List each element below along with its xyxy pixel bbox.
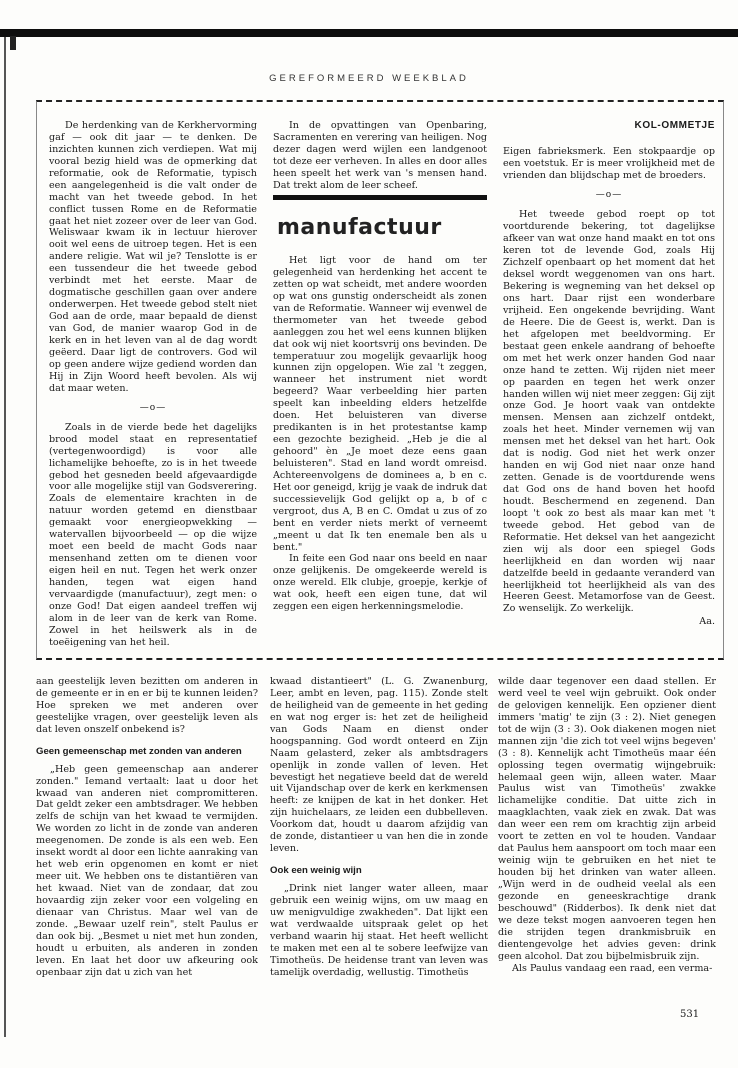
section-heading: Geen gemeenschap met zonden van anderen bbox=[36, 745, 242, 757]
article-title: manufactuur bbox=[277, 214, 442, 240]
signature: Aa. bbox=[699, 616, 715, 628]
section-separator: —o— bbox=[595, 190, 623, 201]
paragraph: De herdenking van de Kerkhervorming gaf — ook dit jaar — te denken. De inzichten kunnen zich verdiepen. Wat mij vooral bezig hield was de opmerking dat reformatie, ook de Reformatie, typisch een aangelegenheid is die valt onder de macht van het tweede gebod. In het conflict tussen Rome en de Reformatie gaat het niet zozeer over de leer van God. Weliswaar kwam ik in lectuur hierover ooit wel eens de uitroep tegen. Het is een andere religie. Wat wil je? Tenslotte is er een tussendeur die het tweede gebod verbindt met het eerste. Maar de dogmatische geschillen gaan over andere onderwerpen. Het tweede gebod stelt niet God aan de orde, maar bepaald de dienst van God, de manier waarop God in de kerk en in het leven van al de dag wordt geëerd. Daar ligt de controvers. God wil op geen andere wijze gediend worden dan Hij in Zijn Woord heeft bevolen. Als wij dat maar weten. bbox=[49, 120, 257, 394]
paragraph: Zoals in de vierde bede het dagelijks brood model staat en representatief (vertegenwoordigd) is voor alle lichamelijke behoefte, zo is in het tweede gebod het gesneden beeld afgevaardigde voor alle mogelijke stijl van Godsverering. Zoals de elementaire krachten in de natuur worden getemd en dienstbaar gemaakt voor energieopwekking — watervallen bijvoorbeeld — op die wijze moet een beeld de macht Gods naar mensenhand zetten om te dienen voor eigen heil en nut. Tegen het werk onzer handen, tegen wat eigen hand vervaardigde (manufactuur), zegt men: o onze God! Dat eigen aandeel treffen wij alom in de leer van de kerk van Rome. Zowel in het heilswerk als in de toeëigening van het heil. bbox=[49, 421, 257, 648]
box-column-2 bbox=[273, 120, 487, 650]
box-column-3 bbox=[503, 120, 715, 650]
paragraph: Als Paulus vandaag een raad, een verma- bbox=[512, 962, 713, 974]
page-number: 531 bbox=[680, 1009, 700, 1020]
paragraph: „Drink niet langer water alleen, maar gebruik een weinig wijns, om uw maag en uw menigvuldige zwakheden". Dat lijkt een wat verdwaalde uitspraak gelet op het verband waarin hij staat. Het heeft wellicht te maken met een al te sobere leefwijze van Timotheüs. De heidense trant van leven was tamelijk overdadig, wellustig. Timotheüs bbox=[270, 883, 488, 978]
paragraph: aan geestelijk leven bezitten om anderen in de gemeente er in en er bij te kunnen leiden? Hoe spreken we met anderen over geestelijke vragen, over geestelijk leven als dat leven onszelf onbekend is? bbox=[36, 676, 258, 735]
paragraph: Het tweede gebod roept op tot voortdurende bekering, tot dagelijkse afkeer van wat onze hand maakt en tot ons keren tot de levende God, zoals Hij Zichzelf openbaart op het moment dat het deksel wordt weggenomen van ons hart. Bekering is wegneming van het deksel op ons hart. Daar rijst een wonderbare vrijheid. Een ongekende bevrijding. Want de Heere. Die de Geest is, werkt. Dan is het afgelopen met beeldvorming. Er bestaat geen enkele aandrang of behoefte om met het werk onzer handen God naar onze hand te zetten. Wij rijden niet meer op paarden en tegen het werk onzer handen willen wij niet meer zeggen: Gij zijt onze God. Je hoort vaak van ontdekte mensen. Mensen aan zichzelf ontdekt, zoals het heet. Minder vernemen wij van mensen met het deksel van het hart. Ook dat is nodig. God niet het werk onzer handen en wij God niet naar onze hand zetten. Genade is de voortdurende wens dat God ons de hand boven het hoofd houdt. Beschermend en zegenend. Dan loopt 't ook zo best als maar kan met 't tweede gebod. Het gebod van de Reformatie. Het deksel van het aangezicht zien wij als door een spiegel Gods heerlijkheid en dan worden wij naar datzelfde beeld in gedaante veranderd van heerlijkheid tot heerlijkheid als van des Heeren Geest. Metamorfose van de Geest. Zo wenselijk. Zo werkelijk. bbox=[503, 209, 715, 615]
paragraph: „Heb geen gemeenschap aan anderer zonden." Iemand vertaalt: laat u door het kwaad van anderen niet compromitteren. Dat geldt zeker een ambtsdrager. We hebben zelfs de schijn van het kwaad te vermijden. We worden zo licht in de zonde van anderen meegenomen. De zonde is als een web. Een insekt wordt al door een lichte aanraking van het web erin opgenomen en komt er niet meer uit. We hebben ons te distantiëren van het kwaad. Niet van de zondaar, dat zou hovaardig zijn zeker voor een volgeling en dienaar van Christus. Maar wel van de zonde. „Bewaar uzelf rein", stelt Paulus er dan ook bij. „Besmet u niet met hun zonden, houdt u erbuiten, als anderen in zonden leven. En laat het door uw afkeuring ook openbaar zijn dat u zich van het bbox=[36, 763, 258, 978]
bottom-column-3 bbox=[498, 676, 716, 1006]
paragraph: In feite een God naar ons beeld en naar onze gelijkenis. De omgekeerde wereld is onze wereld. Elk clubje, groepje, kerkje of wat ook, heeft een eigen tune, dat wil zeggen een eigen herkenningsmelodie. bbox=[273, 553, 487, 613]
masthead: GEREFORMEERD WEEKBLAD bbox=[269, 73, 469, 84]
column-title: KOL-OMMETJE bbox=[634, 120, 715, 131]
kol-ommetje-box bbox=[36, 100, 724, 660]
title-rule bbox=[273, 195, 487, 200]
paragraph: In de opvattingen van Openbaring, Sacramenten en verering van heiligen. Nog dezer dagen werd wijlen een landgenoot tot deze eer verheven. In alles en door alles heen speelt het werk van 's mensen hand. Dat trekt alom de leer scheef. bbox=[273, 120, 487, 191]
binding-edge-rule bbox=[4, 37, 6, 1037]
paragraph: Het ligt voor de hand om ter gelegenheid van herdenking het accent te zetten op wat scheidt, met andere woorden op wat ons gunstig onderscheidt als zonen van de Reformatie. Wanneer wij evenwel de thermometer van het tweede gebod aanleggen zou het wel eens kunnen blijken dat ook wij niet koortsvrij ons bevinden. De temperatuur zou mogelijk gevaarlijk hoog kunnen zijn opgelopen. Wie zal 't zeggen, wanneer het instrument niet wordt begeerd? Waar verbeelding hier parten speelt kan inbeelding elders hetzelfde doen. Het beluisteren van diverse predikanten is in het protestantse kamp een gezochte bezigheid. „Heb je die al gehoord" èn „Je moet deze eens gaan beluisteren". Stad en land wordt omreisd. Achtereenvolgens de dominees a, b en c. Het oor geneigd, krijg je vaak de indruk dat successievelijk God gelijkt op a, b of c vergroot, dus A, B en C. Omdat u zus of zo bent en verder niets merkt of verneemt „meent u dat Ik ten enemale ben als u bent." bbox=[273, 255, 487, 553]
paragraph: Eigen fabrieksmerk. Een stokpaardje op een voetstuk. Er is meer vrolijkheid met de vrienden dan blijdschap met de broeders. bbox=[503, 146, 715, 182]
top-bar-notch bbox=[10, 36, 16, 50]
paragraph: wilde daar tegenover een daad stellen. Er werd veel te veel wijn gebruikt. Ook onder de gelovigen kennelijk. Een opziener dient immers 'matig' te zijn (3 : 2). Niet genegen tot de wijn (3 : 3). Ook diakenen mogen niet mannen zijn 'die zich tot veel wijns begeven' (3 : 8). Kennelijk acht Timotheüs maar één oplossing tegen overmatig wijngebruik: helemaal geen wijn, alleen water. Maar Paulus wist van Timotheüs' zwakke lichamelijke conditie. Dat uitte zich in maagklachten, vaak ziek en zwak. Dat was dan weer een rem om krachtig zijn arbeid voort te zetten en vol te houden. Vandaar dat Paulus hem aanspoort om toch maar een weinig wijn te gebruiken en het niet te houden bij het drinken van water alleen. „Wijn werd in de oudheid veelal als een gezonde en geneeskrachtige drank beschouwd" (Ridderbos). Ik denk niet dat we deze tekst mogen aanvoeren tegen hen die strijden tegen drankmisbruik en dientengevolge het advies geven: drink geen alcohol. Dat zou bijbelmisbruik zijn. bbox=[498, 676, 716, 962]
section-heading: Ook een weinig wijn bbox=[270, 865, 362, 877]
paragraph: kwaad distantieert" (L. G. Zwanenburg, Leer, ambt en leven, pag. 115). Zonde stelt de heiligheid van de gemeente in het geding en wat nog erger is: het zet de heiligheid van Gods Naam en dienst onder hoogspanning. God wordt onteerd en Zijn Naam gelasterd, zeker als ambtsdragers openlijk in zonde vallen of leven. Het bevestigt het negatieve beeld dat de wereld uit Vijandschap over de kerk en kerkmensen heeft: ze knijpen de kat in het donker. Het zijn huichelaars, ze leiden een dubbelleven. Voorkom dat, houdt u daarom afzijdig van de zonde, distantieer u van hen die in zonde leven. bbox=[270, 676, 488, 855]
bottom-column-2 bbox=[270, 676, 488, 1006]
bottom-column-1 bbox=[36, 676, 258, 1006]
top-black-bar bbox=[0, 29, 738, 37]
section-separator: —o— bbox=[139, 402, 167, 413]
box-column-1 bbox=[49, 120, 257, 650]
